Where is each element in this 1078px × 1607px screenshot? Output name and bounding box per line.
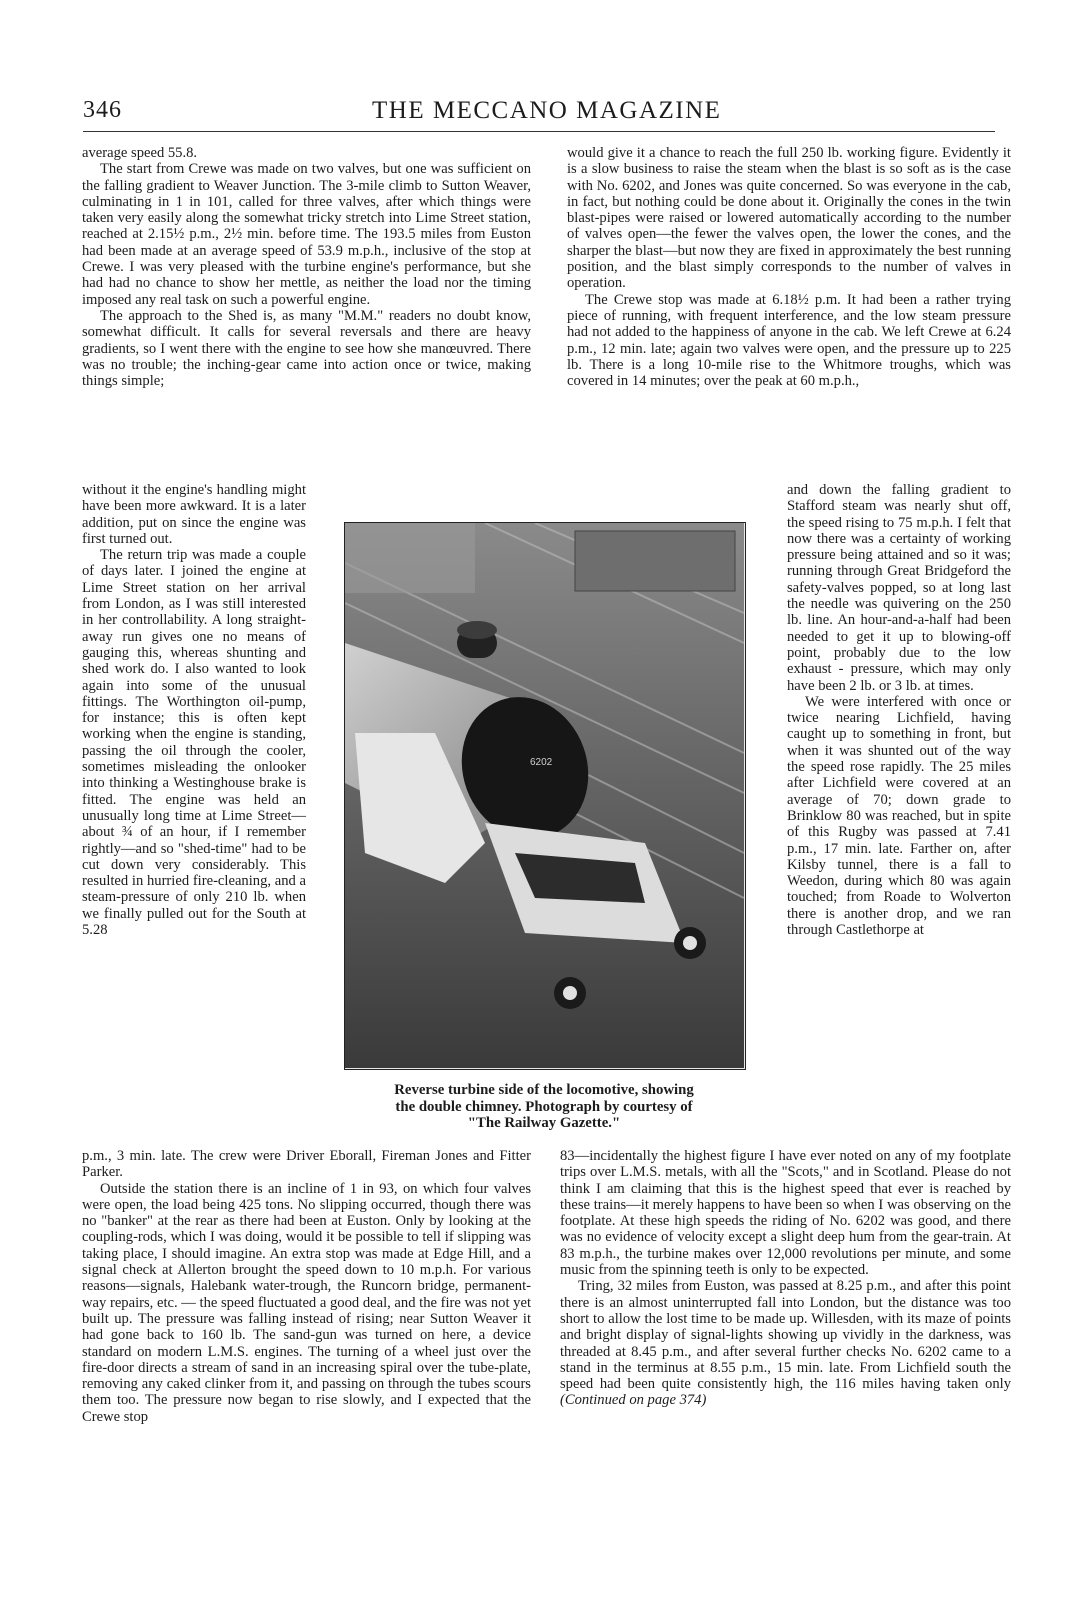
paragraph-text: Tring, 32 miles from Euston, was passed at 8.25 p.m., and after this point there is an almost uninterrupted fall into London, but the distance was too short to allow the lost time to be made up. Willesden, with its maze of points and bright display of signal-lights showing up vividly in the darkness, was threaded at 8.45 p.m., and after several further checks No. 6202 came to a stand in the terminus at 8.55 p.m., 15 min. late. From Lichfield south the speed had been quite consistently high, the 116 miles having taken only xyxy=(560,1278,1011,1393)
paragraph: The Crewe stop was made at 6.18½ p.m. It had been a rather trying piece of running, with frequent interference, and the low steam pressure had not added to the happiness of anyone in the cab. We left Crewe at 6.24 p.m., 12 min. late; again two valves were open, and the pressure up to 225 lb. There is a long 10-mile rise to the Whitmore troughs, which was covered in 14 minutes; over the peak at 60 m.p.h., xyxy=(567,291,1011,390)
column-right-top xyxy=(567,145,1011,389)
paragraph: We were interfered with once or twice nearing Lichfield, having caught up to something in front, but when it was shunted out of the way the speed rose rapidly. The 25 miles after Lichfield were covered at an average of 70; down grade to Brinklow 80 was reached, but in spite of this Rugby was passed at 7.41 p.m., 17 min. late. Farther on, after Kilsby tunnel, there is a fall to Weedon, during which 80 was again touched; from Roade to Wolverton there is another drop, and we ran through Castlethorpe at xyxy=(787,693,1011,939)
locomotive-photo xyxy=(344,522,746,1070)
magazine-title: THE MECCANO MAGAZINE xyxy=(372,97,722,124)
header-rule xyxy=(83,131,995,132)
column-right-narrow xyxy=(787,482,1011,938)
paragraph: p.m., 3 min. late. The crew were Driver Eborall, Fireman Jones and Fitter Parker. xyxy=(82,1148,531,1181)
photo-caption xyxy=(335,1082,753,1132)
caption-line: Reverse turbine side of the locomotive, showing xyxy=(394,1082,694,1098)
locomotive-photo-icon xyxy=(345,523,744,1068)
paragraph: Outside the station there is an incline of 1 in 93, on which four valves were open, the load being 425 tons. No slipping occurred, though there was no "banker" at the rear as there had been at Euston. Only by looking at the coupling-rods, which I was doing, would it be possible to tell if slipping was taking place, I should imagine. An extra stop was made at Edge Hill, and a signal check at Allerton brought the speed down to 10 m.p.h. For various reasons—signals, Halebank water-trough, the Runcorn bridge, permanent-way repairs, etc. — the speed fluctuated a good deal, and the fire was not yet built up. The pressure was falling instead of rising; near Sutton Weaver it had gone back to 160 lb. The sand-gun was turned on here, a device standard on modern L.M.S. engines. The turning of a wheel just over the fire-door directs a stream of sand in an increasing spiral over the tube-plate, removing any caked clinker from it, and passing on through the tubes scours them too. The pressure now began to rise slowly, and I expected that the Crewe stop xyxy=(82,1180,531,1425)
page-number: 346 xyxy=(83,97,122,123)
paragraph: without it the engine's handling might have been more awkward. It is a later addition, put on since the engine was first turned out. xyxy=(82,482,306,547)
column-right-bottom xyxy=(560,1148,1011,1409)
column-left-top xyxy=(82,145,531,389)
continued-note: (Continued on page 374) xyxy=(560,1392,707,1409)
caption-line: "The Railway Gazette." xyxy=(467,1115,621,1131)
paragraph: and down the falling gradient to Stafford steam was nearly shut off, the speed rising to 75 m.p.h. I felt that now there was a certainty of working pressure being attained and so it was; running through Great Bridgeford the safety-valves popped, so at long last the needle was quivering on the 250 lb. line. An hour-and-a-half had been needed to get it up to blowing-off point, probably due to the low exhaust - pressure, which may only have been 2 lb. or 3 lb. at times. xyxy=(787,482,1011,694)
paragraph: average speed 55.8. xyxy=(82,145,198,161)
caption-line: the double chimney. Photograph by courtesy of xyxy=(395,1098,693,1115)
paragraph xyxy=(560,1278,1011,1408)
column-left-bottom xyxy=(82,1148,531,1425)
column-left-narrow xyxy=(82,482,306,938)
number-plate: 6202 xyxy=(530,757,553,768)
paragraph: would give it a chance to reach the full 250 lb. working figure. Evidently it is a slow business to raise the steam when the blast is so soft as is the case with No. 6202, and Jones was quite concerned. So was everyone in the cab, in fact, but nothing could be done about it. Originally the cones in the twin blast-pipes were raised or lowered automatically according to the number of valves open—the fewer the valves open, the lower the cones, and the sharper the blast—but now they are fixed in approximately the best running position, and the blast simply corresponds to the number of valves in operation. xyxy=(567,145,1011,292)
paragraph: The approach to the Shed is, as many "M.M." readers no doubt know, somewhat difficult. It calls for several reversals and there are heavy gradients, so I went there with the engine to see how she manœuvred. There was no trouble; the inching-gear came into action once or twice, making things simple; xyxy=(82,307,531,390)
paragraph: 83—incidentally the highest figure I have ever noted on any of my footplate trips over L.M.S. metals, with all the "Scots," and in Scotland. Please do not think I am claiming that this is the highest speed that ever is reached by these trains—it merely happens to have been so when I was observing on the footplate. At these high speeds the riding of No. 6202 was good, and there was no evidence of velocity except a slight deep hum from the gear-train. At 83 m.p.h., the turbine makes over 12,000 revolutions per minute, and some music from the spinning teeth is only to be expected. xyxy=(560,1148,1011,1279)
paragraph: The return trip was made a couple of days later. I joined the engine at Lime Street station on her arrival from London, as I was still interested in her controllability. A long straight-away run gives one no means of gauging this, whereas shunting and shed work do. I also wanted to look again into some of the unusual fittings. The Worthington oil-pump, for instance; this is often kept working when the engine is standing, passing the oil through the cooler, sometimes misleading the onlooker into thinking a Westinghouse brake is fitted. The engine was held an unusually long time at Lime Street—about ¾ of an hour, if I remember rightly—and so "shed-time" had to be cut down very considerably. This resulted in hurried fire-cleaning, and a steam-pressure of only 210 lb. when we finally pulled out for the South at 5.28 xyxy=(82,547,306,939)
paragraph: The start from Crewe was made on two valves, but one was sufficient on the falling gradient to Weaver Junction. The 3-mile climb to Sutton Weaver, culminating in 1 in 101, called for three valves, after which things were taken very easily along the somewhat tricky stretch into Lime Street station, reached at 2.15½ p.m., 2½ min. before time. The 193.5 miles from Euston had been made at an average speed of 53.9 m.p.h., inclusive of the stop at Crewe. I was very pleased with the turbine engine's performance, but she had had no chance to show her mettle, as neither the load nor the timing imposed any real task on such a powerful engine. xyxy=(82,161,531,308)
